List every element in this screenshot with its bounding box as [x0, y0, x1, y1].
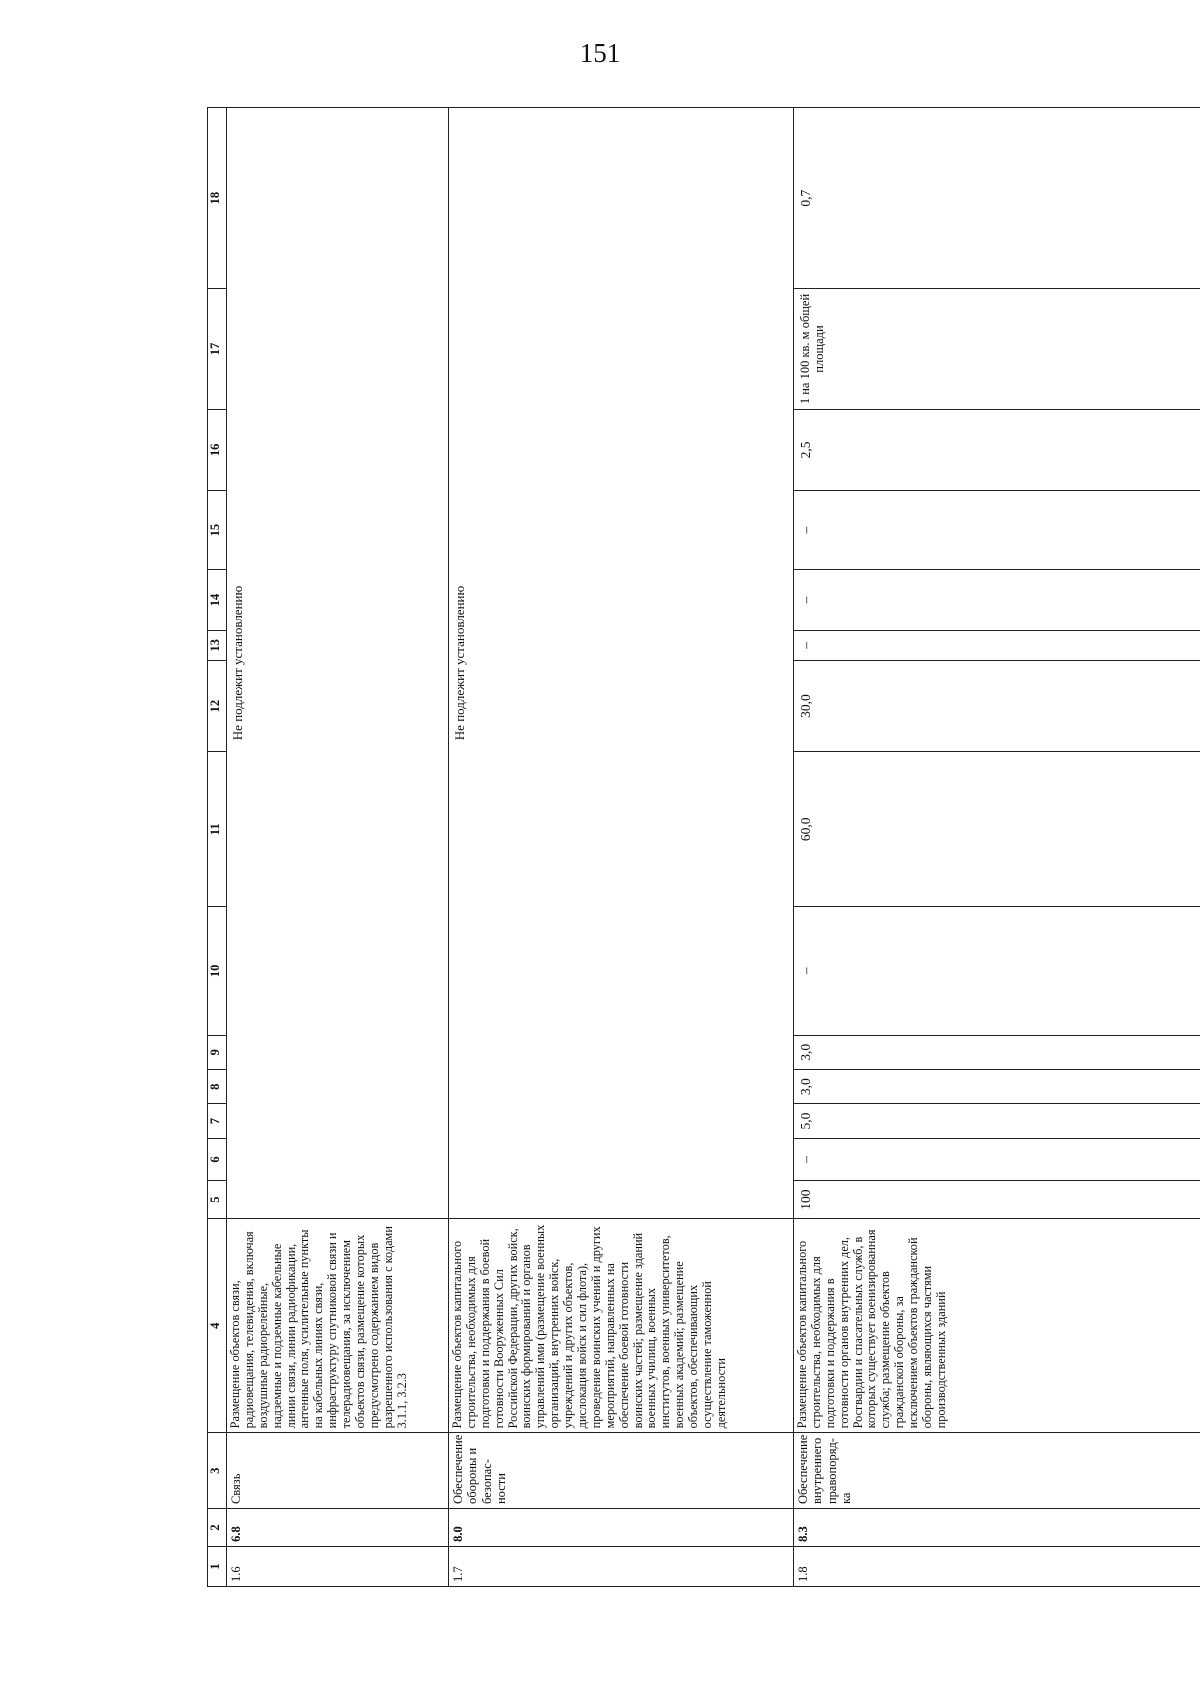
header-col-11: 11: [208, 752, 227, 907]
use-description: Размещение объектов связи, радиовещания, телевидения, включая воздушные радиорелейные, надземные и подземные кабельные линии связи, линии радиофикации, антенные поля, усилительные пункты на кабельных линиях связи, инфраструктуру спутниковой связи и телерадиовещания, за исключением объектов связи, размещение которых предусмотрено содержанием видов разрешенного использования с кодами 3.1.1, 3.2.3: [227, 1219, 449, 1433]
row-number: 1.6: [227, 1546, 449, 1586]
use-name: Обеспечение обороны и безопас-ности: [449, 1433, 794, 1509]
header-col-17: 17: [208, 289, 227, 409]
header-col-9: 9: [208, 1035, 227, 1069]
table-row: [794, 108, 1200, 1587]
header-col-4: 4: [208, 1219, 227, 1433]
col17-value: 1 на 100 кв. м общей площади: [794, 289, 1200, 409]
header-col-2: 2: [208, 1509, 227, 1547]
col10-value: –: [794, 907, 1200, 1035]
header-col-1: 1: [208, 1546, 227, 1586]
header-col-8: 8: [208, 1069, 227, 1103]
use-code: 8.3: [794, 1509, 1200, 1547]
use-description: Размещение объектов капитального строительства, необходимых для подготовки и поддержания в боевой готовности Вооруженных Сил Российской Федерации, других войск, воинских формирований и органов управлений ими (размещение военных организаций, внутренних войск, учреждений и других объектов, дислокация войск и сил флота), проведение воинских учений и других мероприятий, направленных на обеспечение боевой готовности воинских частей; размещение зданий военных училищ, военных институтов, военных университетов, военных академий; размещение объектов, обеспечивающих осуществление таможенной деятельности: [449, 1219, 794, 1433]
table-row: [227, 108, 449, 1587]
col7-value: 5,0: [794, 1104, 1200, 1138]
header-col-5: 5: [208, 1181, 227, 1219]
row-number: 1.8: [794, 1546, 1200, 1586]
col18-value: 0,7: [794, 108, 1200, 289]
col14-value: –: [794, 570, 1200, 631]
use-name: Обеспечение внутреннего правопоряд-ка: [794, 1433, 1200, 1509]
table-row: [449, 108, 794, 1587]
use-code: 6.8: [227, 1509, 449, 1547]
header-col-12: 12: [208, 660, 227, 752]
rotated-table-wrapper: [207, 107, 1200, 1587]
header-col-18: 18: [208, 108, 227, 289]
header-col-10: 10: [208, 907, 227, 1035]
col8-value: 3,0: [794, 1069, 1200, 1103]
col6-value: –: [794, 1138, 1200, 1180]
use-description: Размещение объектов капитального строительства, необходимых для подготовки и поддержания в готовности органов внутренних дел, Росгвардии и спасательных служб, в которых существует военизированная служба; размещение объектов гражданской обороны, за исключением объектов гражданской обороны, являющихся частями производственных зданий: [794, 1219, 1200, 1433]
header-col-6: 6: [208, 1138, 227, 1180]
header-col-16: 16: [208, 409, 227, 490]
col9-value: 3,0: [794, 1035, 1200, 1069]
use-name: Связь: [227, 1433, 449, 1509]
col5-value: 100: [794, 1181, 1200, 1219]
col13-value: –: [794, 630, 1200, 660]
header-col-15: 15: [208, 491, 227, 570]
header-col-13: 13: [208, 630, 227, 660]
col12-value: 30,0: [794, 660, 1200, 752]
col15-value: –: [794, 491, 1200, 570]
header-col-14: 14: [208, 570, 227, 631]
header-col-7: 7: [208, 1104, 227, 1138]
merged-note: Не подлежит установлению: [227, 108, 449, 1219]
page-number: 151: [579, 38, 621, 68]
merged-note: Не подлежит установлению: [449, 108, 794, 1219]
col11-value: 60,0: [794, 752, 1200, 907]
use-code: 8.0: [449, 1509, 794, 1547]
row-number: 1.7: [449, 1546, 794, 1586]
header-row: [208, 108, 227, 1587]
col16-value: 2,5: [794, 409, 1200, 490]
header-col-3: 3: [208, 1433, 227, 1509]
zoning-parameters-table: [207, 107, 1200, 1587]
